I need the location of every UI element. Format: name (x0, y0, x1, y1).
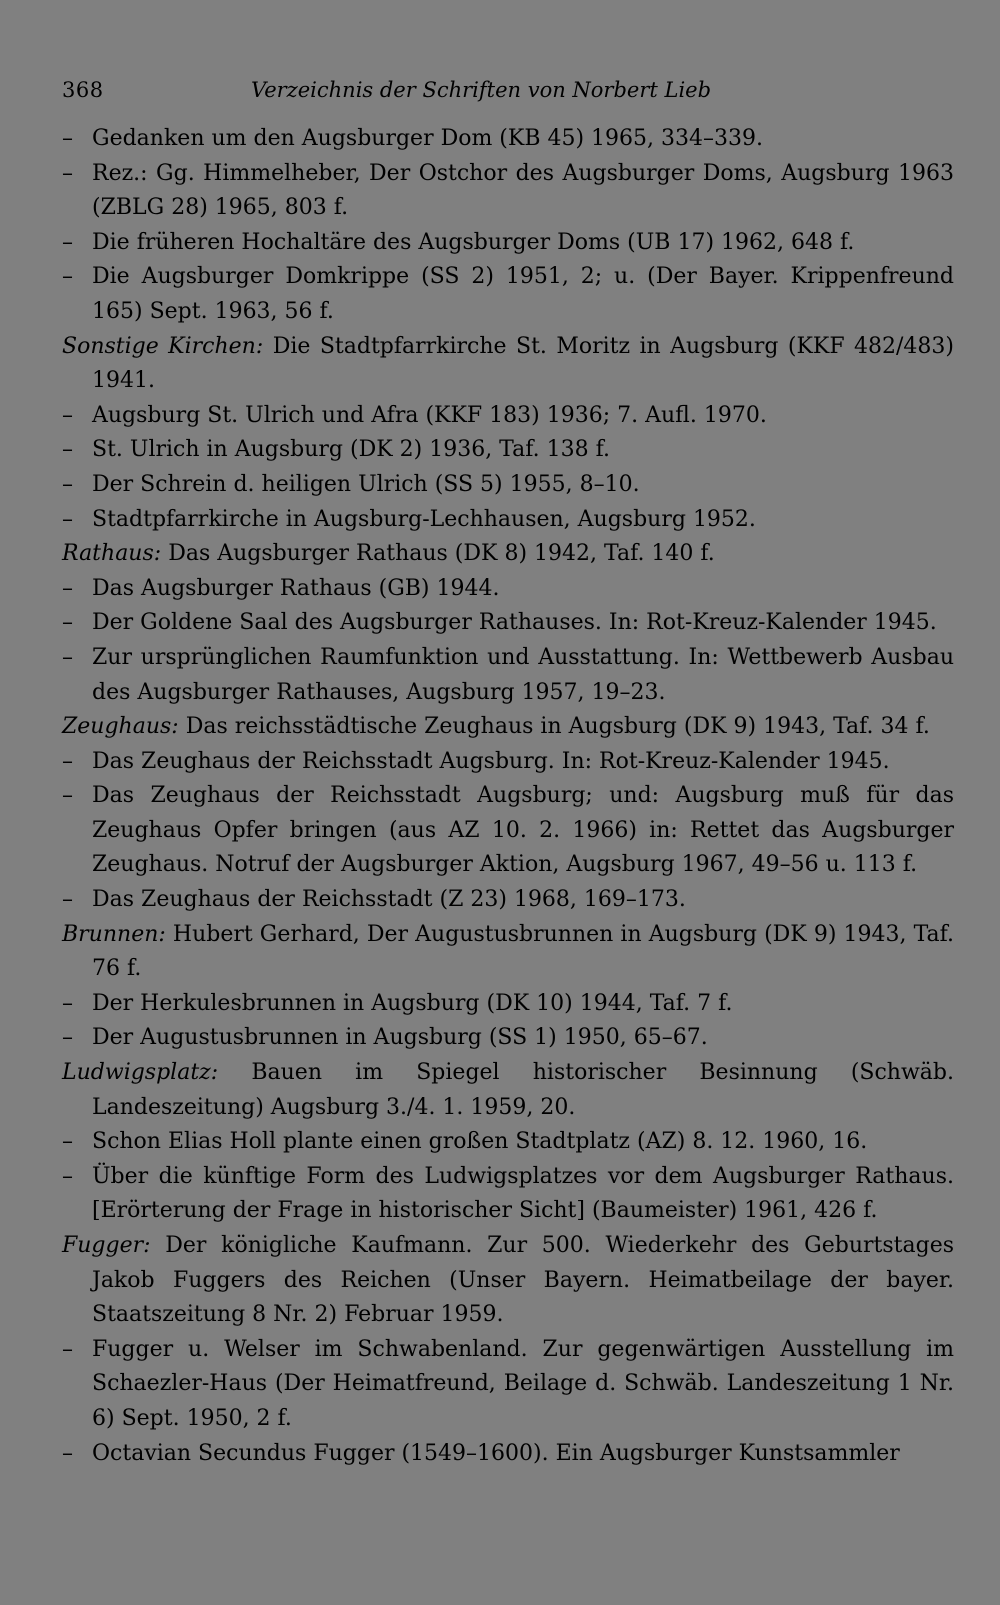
entry-dash: – (62, 264, 73, 290)
category-entry (62, 710, 954, 745)
entry-text: Schon Elias Holl plante einen großen Stadtplatz (AZ) 8. 12. 1960, 16. (92, 1129, 868, 1155)
bibliography-entry (62, 503, 954, 538)
entry-text: Hubert Gerhard, Der Augustusbrunnen in Augsburg (DK 9) 1943, Taf. 76 f. (92, 921, 954, 982)
category-label: Brunnen: (62, 921, 166, 947)
entry-dash: – (62, 575, 73, 601)
entry-text: Fugger u. Welser im Schwabenland. Zur gegenwärtigen Ausstellung im Schaezler-Haus (Der Heimatfreund, Beilage d. Schwäb. Landeszeitung 1 Nr. 6) Sept. 1950, 2 f. (92, 1336, 954, 1431)
entry-text: Das Augsburger Rathaus (DK 8) 1942, Taf. 140 f. (168, 541, 715, 567)
bibliography-list (62, 122, 954, 1471)
category-entry (62, 330, 954, 399)
bibliography-entry (62, 641, 954, 710)
category-label: Fugger: (62, 1233, 151, 1258)
entry-dash: – (62, 229, 73, 255)
bibliography-entry (62, 606, 954, 641)
bibliography-entry (62, 1160, 954, 1229)
entry-text: Das Zeughaus der Reichsstadt Augsburg. In: Rot-Kreuz-Kalender 1945. (92, 748, 890, 774)
bibliography-entry (62, 157, 954, 226)
entry-dash: – (62, 783, 73, 809)
entry-text: Das reichsstädtische Zeughaus in Augsburg (DK 9) 1943, Taf. 34 f. (185, 714, 930, 740)
entry-dash: – (62, 506, 73, 532)
entry-text: Der Schrein d. heiligen Ulrich (SS 5) 1955, 8–10. (92, 471, 640, 497)
entry-text: St. Ulrich in Augsburg (DK 2) 1936, Taf. 138 f. (92, 437, 610, 463)
entry-dash: – (62, 471, 73, 497)
entry-text: Zur ursprünglichen Raumfunktion und Ausstattung. In: Wettbewerb Ausbau des Augsburger Rathauses, Augsburg 1957, 19–23. (92, 644, 954, 705)
entry-dash: – (62, 644, 73, 670)
entry-dash: – (62, 126, 73, 151)
entry-dash: – (62, 1025, 73, 1051)
entry-dash: – (62, 1336, 73, 1362)
entry-text: Rez.: Gg. Himmelheber, Der Ostchor des Augsburger Doms, Augsburg 1963 (ZBLG 28) 1965, 803 f. (92, 160, 954, 221)
bibliography-entry (62, 987, 954, 1022)
entry-text: Über die künftige Form des Ludwigsplatzes vor dem Augsburger Rathaus. [Erörterung der Frage in historischer Sicht] (Baumeister) 1961, 426 f. (92, 1163, 954, 1224)
category-label: Rathaus: (62, 541, 162, 567)
category-label: Sonstige Kirchen: (62, 333, 264, 359)
bibliography-entry (62, 1333, 954, 1437)
entry-dash: – (62, 1129, 73, 1155)
bibliography-entry (62, 260, 954, 329)
bibliography-entry (62, 1125, 954, 1160)
entry-text: Das Zeughaus der Reichsstadt Augsburg; und: Augsburg muß für das Zeughaus Opfer bringen (aus AZ 10. 2. 1966) in: Rettet das Augsburger Zeughaus. Notruf der Augsburger Aktion, Augsburg 1967, 49–56 u. 113 f. (92, 783, 954, 878)
bibliography-entry (62, 468, 954, 503)
entry-dash: – (62, 1440, 73, 1466)
entry-dash: – (62, 748, 73, 774)
entry-text: Der königliche Kaufmann. Zur 500. Wiederkehr des Geburtstages Jakob Fuggers des Reichen (Unser Bayern. Heimatbeilage der bayer. Staatszeitung 8 Nr. 2) Februar 1959. (92, 1233, 955, 1328)
entry-text: Augsburg St. Ulrich und Afra (KKF 183) 1936; 7. Aufl. 1970. (92, 402, 767, 428)
bibliography-entry (62, 1437, 954, 1472)
entry-dash: – (62, 990, 73, 1016)
bibliography-entry (62, 1021, 954, 1056)
page-header (62, 78, 954, 114)
entry-text: Das Augsburger Rathaus (GB) 1944. (92, 575, 500, 601)
running-head: Verzeichnis der Schriften von Norbert Lieb (250, 78, 712, 102)
entry-text: Die früheren Hochaltäre des Augsburger Doms (UB 17) 1962, 648 f. (92, 229, 855, 255)
page-number: 368 (62, 78, 104, 102)
bibliography-entry (62, 399, 954, 434)
category-entry (62, 918, 954, 987)
bibliography-entry (62, 779, 954, 883)
entry-dash: – (62, 887, 73, 913)
entry-text: Der Goldene Saal des Augsburger Rathauses. In: Rot-Kreuz-Kalender 1945. (92, 610, 937, 636)
bibliography-entry (62, 883, 954, 918)
bibliography-entry (62, 572, 954, 607)
entry-text: Die Stadtpfarrkirche St. Moritz in Augsburg (KKF 482/483) 1941. (92, 333, 955, 394)
entry-dash: – (62, 402, 73, 428)
category-entry (62, 537, 954, 572)
entry-text: Der Augustusbrunnen in Augsburg (SS 1) 1950, 65–67. (92, 1025, 708, 1051)
entry-dash: – (62, 160, 73, 186)
bibliography-entry (62, 745, 954, 780)
category-label: Zeughaus: (62, 714, 179, 740)
bibliography-entry (62, 122, 954, 157)
entry-dash: – (62, 1163, 73, 1189)
bibliography-entry (62, 433, 954, 468)
category-entry (62, 1229, 954, 1333)
category-label: Ludwigsplatz: (62, 1060, 219, 1086)
bibliography-entry (62, 226, 954, 261)
entry-text: Die Augsburger Domkrippe (SS 2) 1951, 2; u. (Der Bayer. Krippenfreund 165) Sept. 1963, 56 f. (92, 264, 954, 324)
category-entry (62, 1056, 954, 1125)
document-page (62, 78, 954, 1471)
entry-dash: – (62, 610, 73, 636)
entry-text: Bauen im Spiegel historischer Besinnung (Schwäb. Landeszeitung) Augsburg 3./4. 1. 1959, 20. (92, 1060, 954, 1120)
entry-text: Der Herkulesbrunnen in Augsburg (DK 10) 1944, Taf. 7 f. (92, 990, 733, 1016)
entry-text: Das Zeughaus der Reichsstadt (Z 23) 1968, 169–173. (92, 887, 686, 913)
entry-text: Stadtpfarrkirche in Augsburg-Lechhausen, Augsburg 1952. (92, 506, 756, 532)
entry-text: Octavian Secundus Fugger (1549–1600). Ein Augsburger Kunstsammler (92, 1440, 900, 1466)
entry-dash: – (62, 437, 73, 463)
entry-text: Gedanken um den Augsburger Dom (KB 45) 1965, 334–339. (92, 126, 764, 151)
